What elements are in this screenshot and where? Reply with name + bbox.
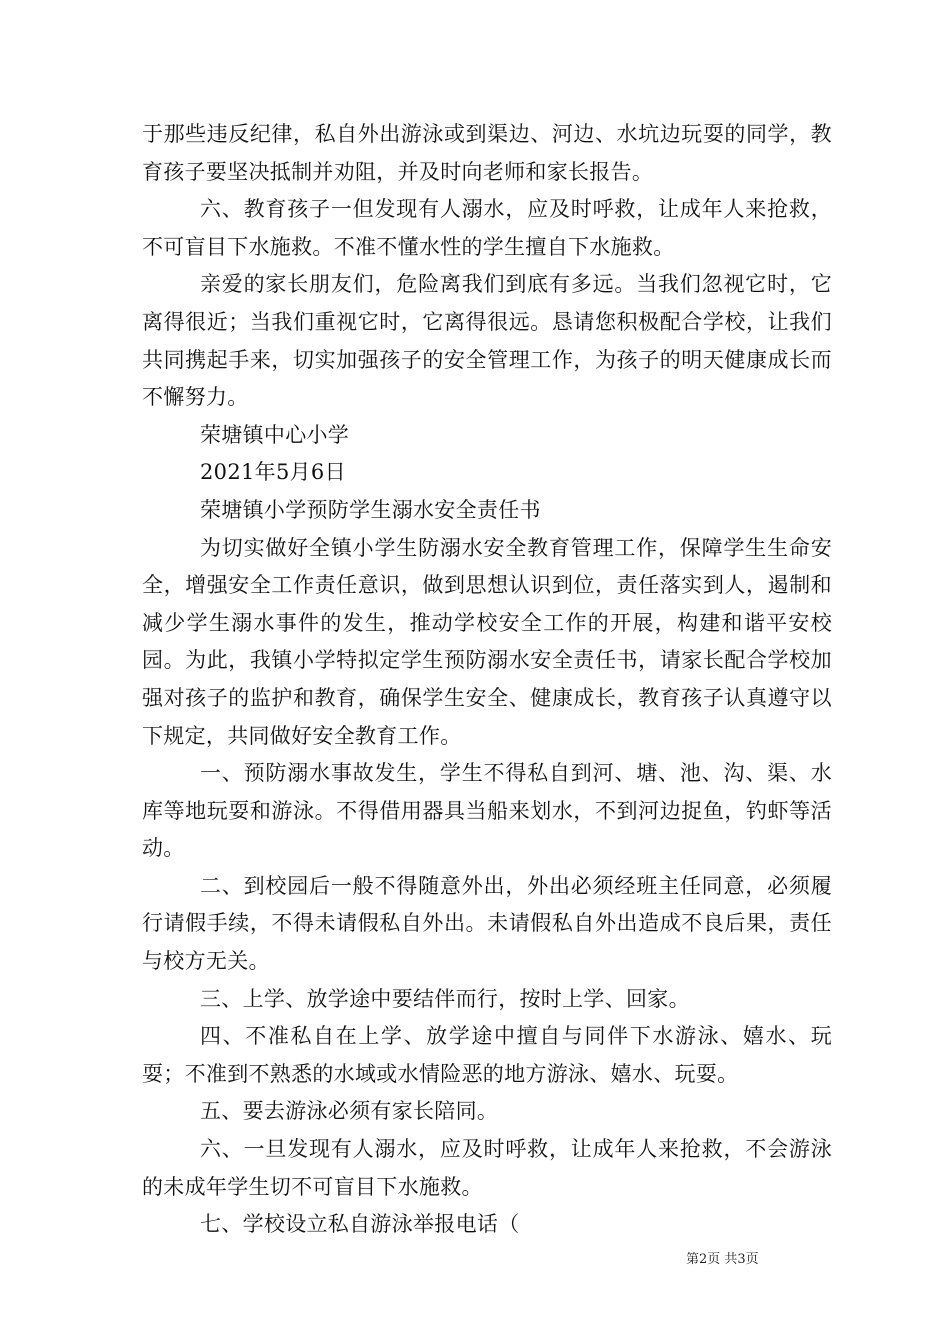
paragraph-2: 六、教育孩子一但发现有人溺水，应及时呼救，让成年人来抢救，不可盲目下水施救。不准不懂水性的学生擅自下水施救。 (142, 197, 832, 259)
document-title: 荣塘镇小学预防学生溺水安全责任书 (200, 497, 541, 522)
document-body (142, 116, 832, 1244)
paragraph-1: 于那些违反纪律，私自外出游泳或到渠边、河边、水坑边玩耍的同学，教育孩子要坚决抵制并劝阻，并及时向老师和家长报告。 (142, 122, 832, 184)
rule-6: 六、一旦发现有人溺水，应及时呼救，让成年人来抢救，不会游泳的未成年学生切不可盲目下水施救。 (142, 1137, 832, 1199)
signature-school: 荣塘镇中心小学 (200, 422, 350, 447)
rule-2: 二、到校园后一般不得随意外出，外出必须经班主任同意，必须履行请假手续，不得未请假私自外出。未请假私自外出造成不良后果，责任与校方无关。 (142, 873, 832, 974)
rule-1: 一、预防溺水事故发生，学生不得私自到河、塘、池、沟、渠、水库等地玩耍和游泳。不得借用器具当船来划水，不到河边捉鱼，钓虾等活动。 (142, 761, 832, 861)
paragraph-3: 亲爱的家长朋友们，危险离我们到底有多远。当我们忽视它时，它离得很近；当我们重视它时，它离得很远。恳请您积极配合学校，让我们共同携起手来，切实加强孩子的安全管理工作，为孩子的明天健康成长而不懈努力。 (142, 272, 832, 410)
page-number-footer: 第2页 共3页 (686, 1252, 759, 1267)
rule-7: 七、学校设立私自游泳举报电话（ (200, 1212, 520, 1237)
signature-date: 2021年5月6日 (200, 460, 346, 485)
rule-3: 三、上学、放学途中要结伴而行，按时上学、回家。 (200, 986, 690, 1011)
rule-4: 四、不准私自在上学、放学途中擅自与同伴下水游泳、嬉水、玩耍；不准到不熟悉的水域或水情险恶的地方游泳、嬉水、玩耍。 (142, 1024, 832, 1086)
paragraph-intro: 为切实做好全镇小学生防溺水安全教育管理工作，保障学生生命安全，增强安全工作责任意识，做到思想认识到位，责任落实到人，遏制和减少学生溺水事件的发生，推动学校安全工作的开展，构建和谐平安校园。为此，我镇小学特拟定学生预防溺水安全责任书，请家长配合学校加强对孩子的监护和教育，确保学生安全、健康成长，教育孩子认真遵守以下规定，共同做好安全教育工作。 (142, 535, 832, 748)
rule-5: 五、要去游泳必须有家长陪同。 (200, 1099, 499, 1124)
